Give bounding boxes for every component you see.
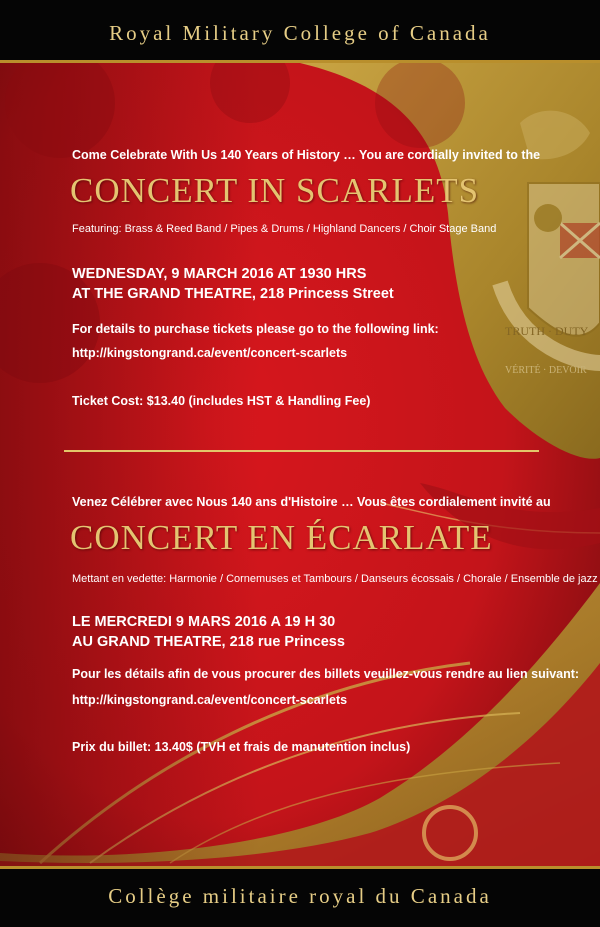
english-link[interactable]: http://kingstongrand.ca/event/concert-scarlets <box>72 346 348 360</box>
french-date: LE MERCREDI 9 MARS 2016 A 19 H 30 <box>72 614 336 630</box>
french-details: Pour les détails afin de vous procurer des billets veuillez-vous rendre au lien suivant: <box>72 667 580 681</box>
crest-motto: TRUTH · DUTY <box>505 324 589 338</box>
french-featuring: Mettant en vedette: Harmonie / Cornemuses et Tambours / Danseurs écossais / Chorale / Ensemble de jazz <box>72 573 598 585</box>
english-intro: Come Celebrate With Us 140 Years of History … You are cordially invited to the <box>72 148 541 162</box>
header-title: Royal Military College of Canada <box>109 21 491 45</box>
french-intro: Venez Célébrer avec Nous 140 ans d'Histoire … Vous êtes cordialement invité au <box>72 495 551 509</box>
english-featuring: Featuring: Brass & Reed Band / Pipes & Drums / Highland Dancers / Choir Stage Band <box>72 223 497 235</box>
header-bar <box>0 0 600 63</box>
poster-body <box>0 63 600 866</box>
english-details: For details to purchase tickets please go to the following link: <box>72 322 439 336</box>
crest-motto-fr: VÉRITÉ · DEVOIR <box>505 365 587 376</box>
french-venue: AU GRAND THEATRE, 218 rue Princess <box>72 634 345 650</box>
footer-bar <box>0 866 600 927</box>
french-ticket-cost: Prix du billet: 13.40$ (TVH et frais de manutention inclus) <box>72 740 411 754</box>
french-title: CONCERT EN ÉCARLATE <box>70 518 493 557</box>
english-date: WEDNESDAY, 9 MARCH 2016 AT 1930 HRS <box>72 266 367 282</box>
english-venue: AT THE GRAND THEATRE, 218 Princess Street <box>72 286 394 302</box>
english-title: CONCERT IN SCARLETS <box>70 171 480 210</box>
english-ticket-cost: Ticket Cost: $13.40 (includes HST & Handling Fee) <box>72 394 371 408</box>
footer-title: Collège militaire royal du Canada <box>108 884 492 908</box>
section-divider <box>64 450 539 452</box>
french-link[interactable]: http://kingstongrand.ca/event/concert-scarlets <box>72 693 348 707</box>
